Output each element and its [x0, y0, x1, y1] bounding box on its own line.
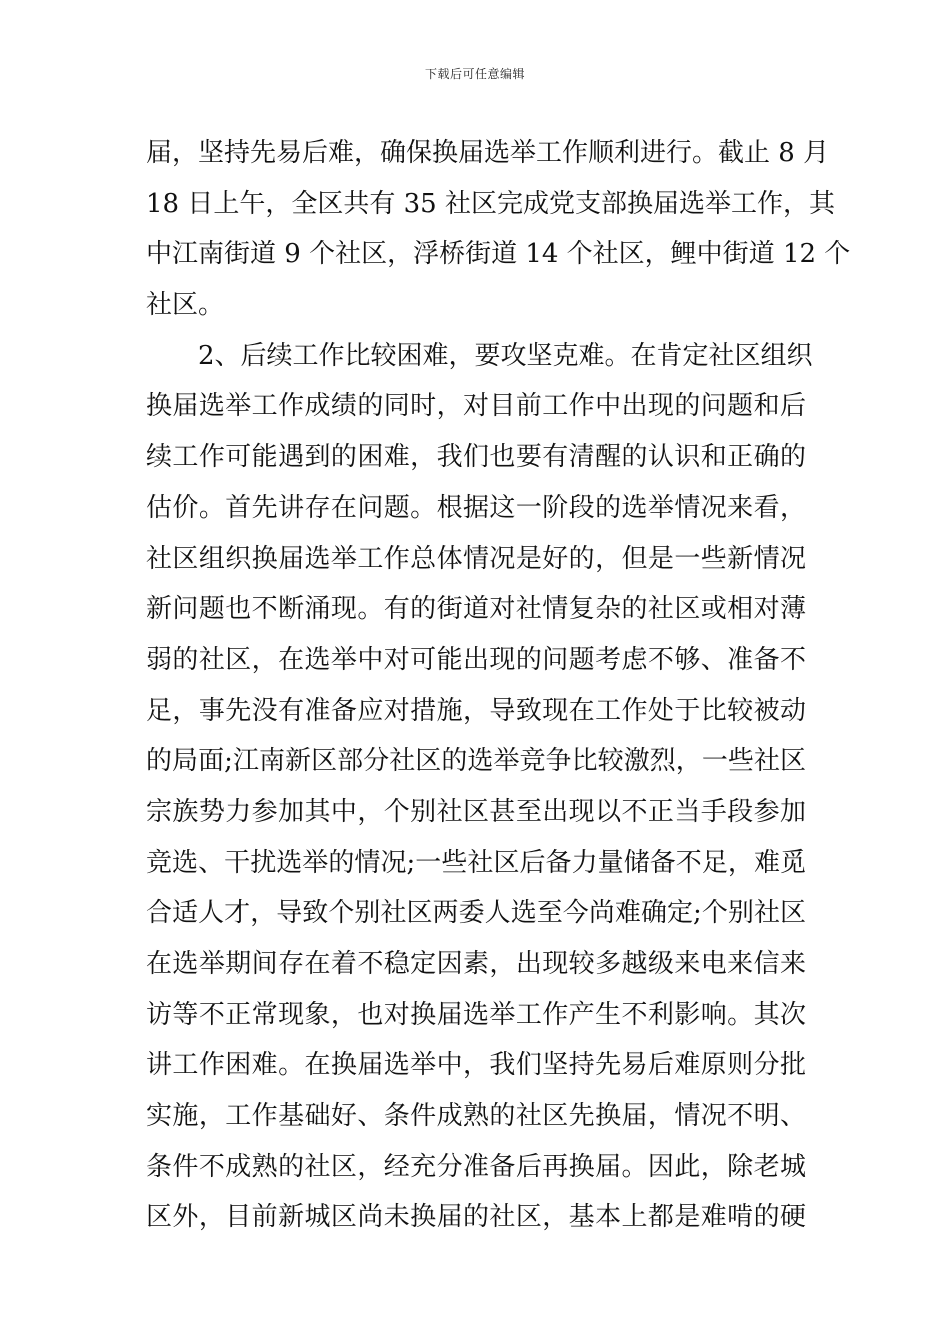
text-line: 足，事先没有准备应对措施，导致现在工作处于比较被动: [146, 695, 806, 726]
text-line: 换届选举工作成绩的同时，对目前工作中出现的问题和后: [146, 391, 806, 422]
text-line: 新问题也不断涌现。有的街道对社情复杂的社区或相对薄: [146, 594, 806, 625]
text-line: 合适人才，导致个别社区两委人选至今尚难确定;个别社区: [146, 898, 806, 929]
text-line: 社区组织换届选举工作总体情况是好的，但是一些新情况: [146, 543, 806, 574]
text-line: 宗族势力参加其中，个别社区甚至出现以不正当手段参加: [146, 796, 806, 827]
body-text: [146, 128, 851, 1243]
text-line: 区外，目前新城区尚未换届的社区，基本上都是难啃的硬: [146, 1202, 806, 1233]
text-line: 讲工作困难。在换届选举中，我们坚持先易后难原则分批: [146, 1050, 806, 1081]
text-line: 估价。首先讲存在问题。根据这一阶段的选举情况来看，: [146, 492, 806, 523]
text-line: 实施，工作基础好、条件成熟的社区先换届，情况不明、: [146, 1101, 806, 1132]
text-line: 届，坚持先易后难，确保换届选举工作顺利进行。截止 8 月: [146, 138, 830, 168]
text-line: 条件不成熟的社区，经充分准备后再换届。因此，除老城: [146, 1151, 806, 1182]
text-line: 社区。: [146, 290, 225, 321]
text-line: 在选举期间存在着不稳定因素，出现较多越级来电来信来: [146, 949, 806, 979]
text-line: 的局面;江南新区部分社区的选举竞争比较激烈，一些社区: [146, 746, 806, 777]
text-line: 续工作可能遇到的困难，我们也要有清醒的认识和正确的: [146, 442, 806, 473]
text-line: 访等不正常现象，也对换届选举工作产生不利影响。其次: [146, 999, 806, 1030]
paragraph-first-line: 2、后续工作比较困难，要攻坚克难。在肯定社区组织: [198, 340, 813, 371]
page-header: 下载后可任意编辑: [424, 67, 525, 81]
text-line: 竞选、干扰选举的情况;一些社区后备力量储备不足，难觅: [146, 847, 806, 878]
text-line: 弱的社区，在选举中对可能出现的问题考虑不够、准备不: [146, 644, 806, 675]
text-line: 18 日上午，全区共有 35 社区完成党支部换届选举工作，其: [146, 188, 835, 219]
text-line: 中江南街道 9 个社区，浮桥街道 14 个社区，鲤中街道 12 个: [146, 239, 851, 270]
